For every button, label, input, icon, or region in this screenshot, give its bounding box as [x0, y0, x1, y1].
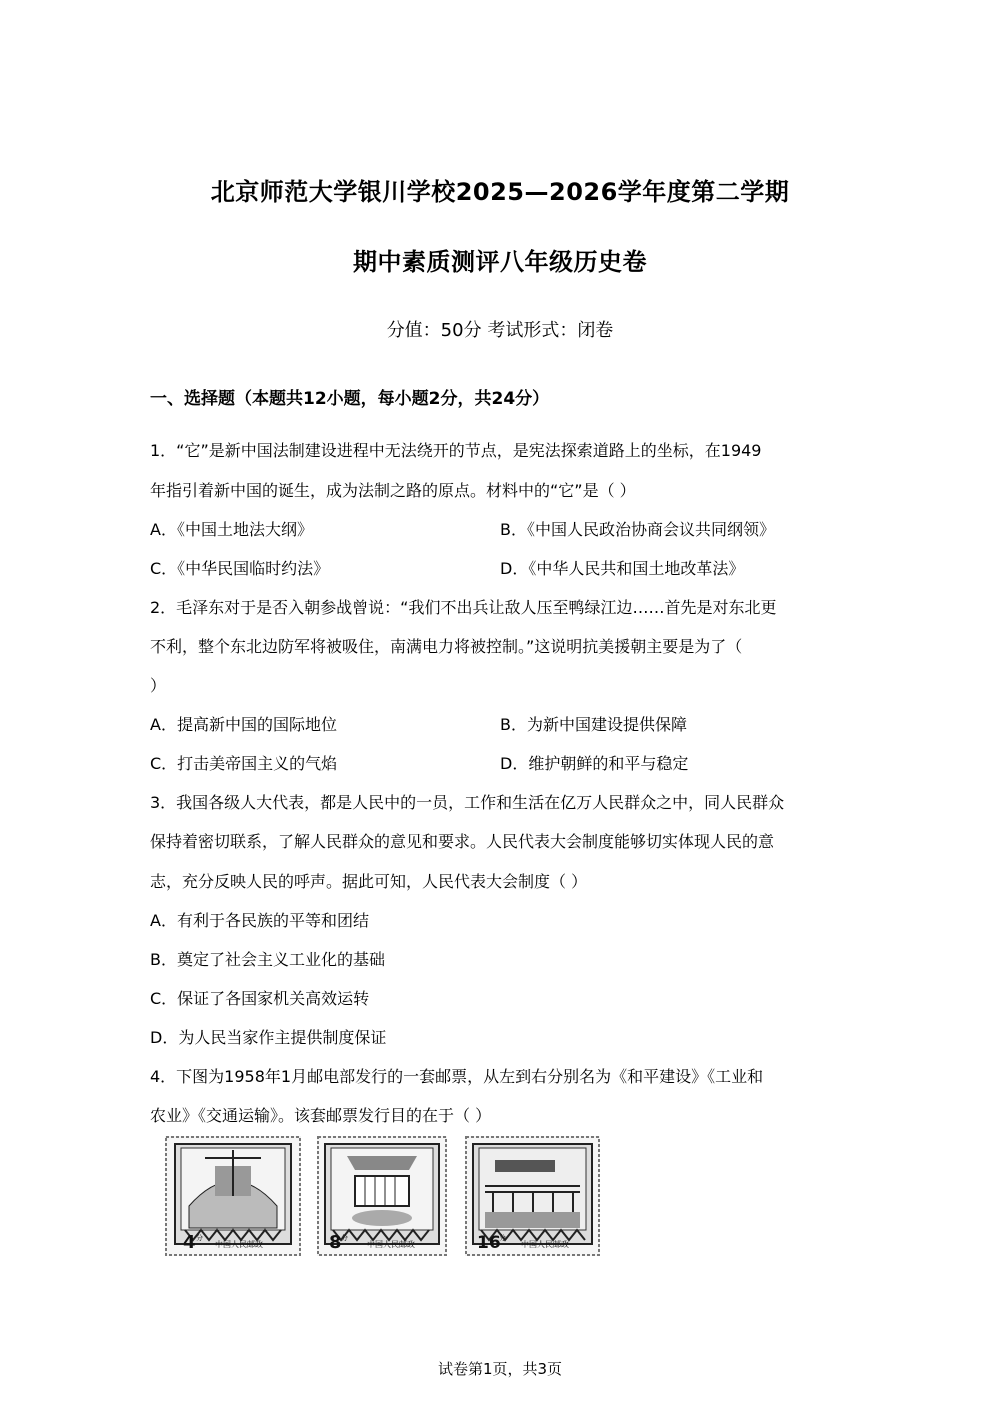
q1-line2: 年指引着新中国的诞生，成为法制之路的原点。材料中的“它”是（ ） [150, 481, 636, 500]
stamp-1-country: 中国人民邮政 [215, 1240, 263, 1249]
q1-line1: 1．“它”是新中国法制建设进程中无法绕开的节点，是宪法探索道路上的坐标，在1949 [150, 441, 762, 460]
stamp-2-value: 8 [329, 1232, 342, 1253]
q3-line3: 志，充分反映人民的呼声。据此可知，人民代表大会制度（ ） [150, 872, 588, 891]
q2-option-d[interactable]: D．维护朝鲜的和平与稳定 [500, 754, 689, 773]
exam-title-line1: 北京师范大学银川学校2025—2026学年度第二学期 [210, 178, 790, 206]
q3-option-a[interactable]: A．有利于各民族的平等和团结 [150, 911, 369, 930]
q1-option-c[interactable]: C．《中华民国临时约法》 [150, 559, 330, 578]
q1-option-d[interactable]: D．《中华人民共和国土地改革法》 [500, 559, 745, 578]
exam-info: 分值：50分 考试形式：闭卷 [386, 320, 614, 341]
q3-line2: 保持着密切联系，了解人民群众的意见和要求。人民代表大会制度能够切实体现人民的意 [150, 832, 775, 851]
q2-line1: 2．毛泽东对于是否入朝参战曾说：“我们不出兵让敌人压至鸭绿江边……首先是对东北更 [150, 598, 777, 617]
q4-line2: 农业》《交通运输》。该套邮票发行目的在于（ ） [150, 1106, 492, 1125]
q3-option-b[interactable]: B．奠定了社会主义工业化的基础 [150, 950, 385, 969]
stamp-3-country: 中国人民邮政 [521, 1240, 569, 1249]
stamp-industry-agriculture [317, 1136, 447, 1256]
stamp-2-unit: 分 [341, 1234, 348, 1242]
q2-option-c[interactable]: C．打击美帝国主义的气焰 [150, 754, 338, 773]
q2-option-b[interactable]: B．为新中国建设提供保障 [500, 715, 687, 734]
q2-option-a[interactable]: A．提高新中国的国际地位 [150, 715, 337, 734]
page-footer: 试卷第1页，共3页 [437, 1360, 563, 1378]
section-heading: 一、选择题（本题共12小题，每小题2分，共24分） [150, 389, 550, 409]
stamp-1-value: 4 [183, 1232, 196, 1253]
q1-option-b[interactable]: B．《中国人民政治协商会议共同纲领》 [500, 520, 775, 539]
stamp-3-unit: 分 [499, 1234, 506, 1242]
q2-line2: 不利，整个东北边防军将被吸住，南满电力将被控制。”这说明抗美援朝主要是为了（ [150, 637, 743, 656]
q4-line1: 4．下图为1958年1月邮电部发行的一套邮票，从左到右分别名为《和平建设》《工业和 [150, 1067, 764, 1086]
stamp-1-unit: 分 [196, 1234, 203, 1242]
stamp-3-value: 16 [477, 1233, 501, 1253]
stamps-figure [165, 1136, 600, 1258]
q3-option-d[interactable]: D．为人民当家作主提供制度保证 [150, 1028, 387, 1047]
q3-option-c[interactable]: C．保证了各国家机关高效运转 [150, 989, 370, 1008]
q2-line3: ） [150, 676, 167, 695]
stamp-peace-construction [165, 1136, 301, 1256]
exam-title-line2: 期中素质测评八年级历史卷 [353, 248, 647, 276]
q1-option-a[interactable]: A．《中国土地法大纲》 [150, 520, 313, 539]
stamp-2-country: 中国人民邮政 [367, 1240, 415, 1249]
stamp-transportation [465, 1136, 600, 1256]
q3-line1: 3．我国各级人大代表，都是人民中的一员，工作和生活在亿万人民群众之中，同人民群众 [150, 793, 785, 812]
